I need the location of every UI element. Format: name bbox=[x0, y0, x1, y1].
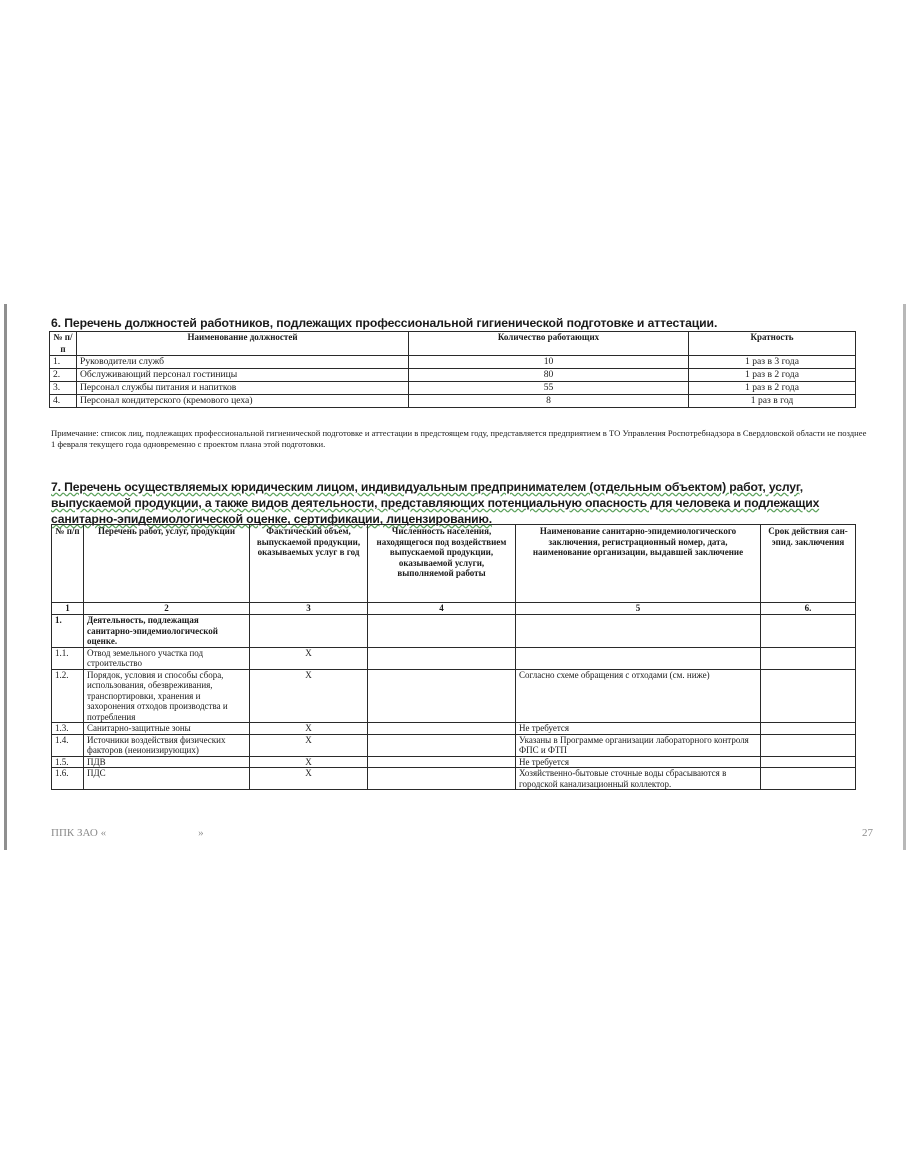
row-conclusion bbox=[516, 647, 761, 669]
header-frequency: Кратность bbox=[689, 332, 856, 356]
row-num: 1. bbox=[52, 615, 84, 648]
header-count: Количество работающих bbox=[409, 332, 689, 356]
table-row bbox=[52, 669, 856, 723]
row-work: Деятельность, подлежащая санитарно-эпидемиологической оценке. bbox=[84, 615, 250, 648]
table-row bbox=[52, 723, 856, 735]
row-num: 3. bbox=[50, 382, 77, 395]
row-conclusion: Указаны в Программе организации лабораторного контроля ФПС и ФТП bbox=[516, 734, 761, 756]
column-number: 3 bbox=[250, 603, 368, 615]
page-number: 27 bbox=[862, 827, 873, 839]
row-work: Источники воздействия физических факторов (неионизирующих) bbox=[84, 734, 250, 756]
column-number-row bbox=[52, 603, 856, 615]
activities-table bbox=[51, 524, 856, 790]
row-conclusion: Не требуется bbox=[516, 723, 761, 735]
row-num: 4. bbox=[50, 395, 77, 408]
row-conclusion bbox=[516, 615, 761, 648]
row-term bbox=[761, 723, 856, 735]
row-position: Руководители служб bbox=[77, 356, 409, 369]
row-volume: Х bbox=[250, 734, 368, 756]
row-position: Персонал службы питания и напитков bbox=[77, 382, 409, 395]
section-6-title: 6. Перечень должностей работников, подлежащих профессиональной гигиенической подготовке и аттестации. bbox=[51, 316, 718, 330]
row-population bbox=[368, 647, 516, 669]
column-number: 2 bbox=[84, 603, 250, 615]
row-population bbox=[368, 768, 516, 790]
row-term bbox=[761, 734, 856, 756]
table-row bbox=[52, 734, 856, 756]
document-page bbox=[4, 304, 906, 850]
row-volume: Х bbox=[250, 723, 368, 735]
row-term bbox=[761, 647, 856, 669]
row-conclusion: Согласно схеме обращения с отходами (см. ниже) bbox=[516, 669, 761, 723]
row-volume: Х bbox=[250, 669, 368, 723]
row-count: 55 bbox=[409, 382, 689, 395]
row-num: 2. bbox=[50, 369, 77, 382]
row-volume: Х bbox=[250, 756, 368, 768]
row-frequency: 1 раз в год bbox=[689, 395, 856, 408]
positions-table bbox=[49, 331, 856, 408]
row-frequency: 1 раз в 2 года bbox=[689, 382, 856, 395]
table-header-row bbox=[52, 525, 856, 603]
table-row bbox=[52, 756, 856, 768]
row-work: ПДВ bbox=[84, 756, 250, 768]
row-frequency: 1 раз в 2 года bbox=[689, 369, 856, 382]
row-num: 1.6. bbox=[52, 768, 84, 790]
header-volume: Фактический объем, выпускаемой продукции, оказываемых услуг в год bbox=[250, 525, 368, 603]
row-population bbox=[368, 723, 516, 735]
header-position: Наименование должностей bbox=[77, 332, 409, 356]
row-count: 10 bbox=[409, 356, 689, 369]
table-row bbox=[50, 369, 856, 382]
row-num: 1.3. bbox=[52, 723, 84, 735]
header-conclusion: Наименование санитарно-эпидемиологического заключения, регистрационный номер, дата, наименование организации, выдавшей заключение bbox=[516, 525, 761, 603]
row-work: Санитарно-защитные зоны bbox=[84, 723, 250, 735]
row-frequency: 1 раз в 3 года bbox=[689, 356, 856, 369]
row-count: 8 bbox=[409, 395, 689, 408]
column-number: 4 bbox=[368, 603, 516, 615]
header-num: № п/п bbox=[50, 332, 77, 356]
row-work: Порядок, условия и способы сбора, использования, обезвреживания, транспортировки, хранения и захоронения отходов производства и потребления bbox=[84, 669, 250, 723]
section-7-title: 7. Перечень осуществляемых юридическим лицом, индивидуальным предпринимателем (отдельным объектом) работ, услуг, выпускаемой продукции, а также видов деятельности, представляющих потенциальную опасность для человека и подлежащих санитарно-эпидемиологической оценке, сертификации, лицензированию. bbox=[51, 480, 820, 526]
footer-org-suffix: » bbox=[198, 827, 204, 839]
row-position: Персонал кондитерского (кремового цеха) bbox=[77, 395, 409, 408]
table-row bbox=[50, 395, 856, 408]
row-conclusion: Не требуется bbox=[516, 756, 761, 768]
table-row bbox=[50, 382, 856, 395]
row-work: Отвод земельного участка под строительство bbox=[84, 647, 250, 669]
section-6-note: Примечание: список лиц, подлежащих профессиональной гигиенической подготовке и аттестации в предстоящем году, представляется предприятием в ТО Управления Роспотребнадзора в Свердловской области не позднее 1 февраля текущего года одновременно с проектом плана этой подготовки. bbox=[51, 428, 867, 449]
table-row bbox=[50, 356, 856, 369]
row-term bbox=[761, 669, 856, 723]
row-count: 80 bbox=[409, 369, 689, 382]
row-volume: Х bbox=[250, 647, 368, 669]
row-num: 1.4. bbox=[52, 734, 84, 756]
row-num: 1. bbox=[50, 356, 77, 369]
row-position: Обслуживающий персонал гостиницы bbox=[77, 369, 409, 382]
footer-organization bbox=[51, 827, 204, 839]
row-work: ПДС bbox=[84, 768, 250, 790]
row-num: 1.1. bbox=[52, 647, 84, 669]
row-num: 1.2. bbox=[52, 669, 84, 723]
row-conclusion: Хозяйственно-бытовые сточные воды сбрасываются в городской канализационный коллектор. bbox=[516, 768, 761, 790]
row-volume bbox=[250, 615, 368, 648]
table-row bbox=[52, 647, 856, 669]
row-population bbox=[368, 669, 516, 723]
table-row bbox=[52, 768, 856, 790]
table-header-row bbox=[50, 332, 856, 356]
row-population bbox=[368, 615, 516, 648]
row-term bbox=[761, 768, 856, 790]
row-population bbox=[368, 734, 516, 756]
row-term bbox=[761, 615, 856, 648]
row-term bbox=[761, 756, 856, 768]
footer-org-prefix: ППК ЗАО « bbox=[51, 827, 107, 839]
table-row bbox=[52, 615, 856, 648]
header-term: Срок действия сан-эпид. заключения bbox=[761, 525, 856, 603]
row-volume: Х bbox=[250, 768, 368, 790]
column-number: 5 bbox=[516, 603, 761, 615]
column-number: 6. bbox=[761, 603, 856, 615]
row-num: 1.5. bbox=[52, 756, 84, 768]
header-works: Перечень работ, услуг, продукции bbox=[84, 525, 250, 603]
row-population bbox=[368, 756, 516, 768]
header-num: № п/п bbox=[52, 525, 84, 603]
header-population: Численность населения, находящегося под воздействием выпускаемой продукции, оказываемой услуги, выполняемой работы bbox=[368, 525, 516, 603]
column-number: 1 bbox=[52, 603, 84, 615]
